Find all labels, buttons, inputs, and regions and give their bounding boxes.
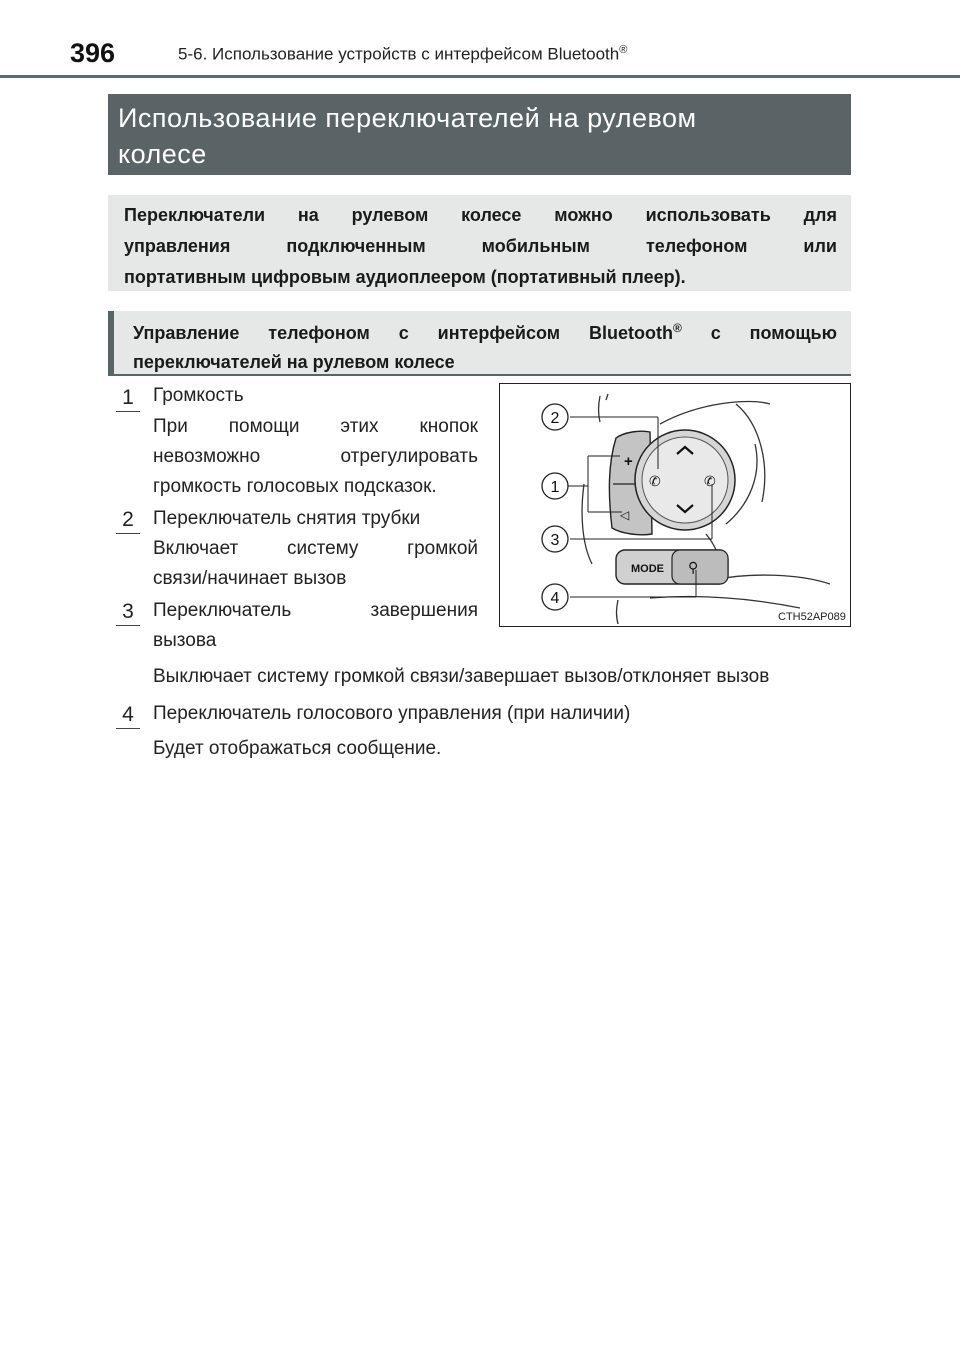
intro-line: портативным цифровым аудиоплеером (портативный плеер). [124, 267, 686, 287]
item-title-line: вызова [153, 630, 217, 651]
steering-switch-illustration [500, 384, 850, 626]
section-title [108, 94, 851, 175]
item-number: 1 [116, 386, 140, 410]
item-title: Переключатель снятия трубки [153, 508, 421, 529]
intro-line: Переключатели на рулевом колесе можно использовать для [124, 205, 837, 225]
subsection-text: с помощью [681, 323, 837, 343]
item-title: Переключатель голосового управления (при наличии) [153, 703, 631, 724]
callout-number: 3 [550, 532, 560, 549]
section-title-line: колесе [118, 139, 207, 169]
callout-number: 1 [550, 479, 560, 496]
intro-box [108, 195, 851, 291]
subsection-rule [108, 374, 851, 376]
volume-minus-icon: ◁ [620, 508, 630, 522]
item-desc: Выключает систему громкой связи/завершает вызов/отклоняет вызов [153, 666, 770, 687]
steering-switch-figure [499, 383, 851, 627]
item-desc-line: Включает систему громкой [153, 538, 478, 559]
plus-label: + [624, 453, 633, 470]
subsection-line: переключателей на рулевом колесе [133, 352, 455, 372]
header-rule [0, 75, 960, 78]
item-number: 4 [116, 703, 140, 727]
chapter-title-text: 5-6. Использование устройств с интерфейсом Bluetooth [178, 44, 620, 64]
section-title-line: Использование переключателей на рулевом [118, 103, 697, 133]
subsection-title [108, 311, 851, 375]
item-title: Громкость [153, 385, 244, 406]
voice-icon: ⚲ [688, 560, 699, 576]
subsection-line [133, 314, 837, 348]
page-number: 396 [70, 38, 116, 68]
registered-mark: ® [619, 44, 628, 56]
mode-label: MODE [631, 563, 664, 575]
item-desc-line: связи/начинает вызов [153, 568, 347, 589]
item-title-line: Переключатель завершения [153, 600, 478, 621]
off-hook-icon: ✆ [649, 474, 661, 490]
figure-code: CTH52AP089 [778, 611, 846, 623]
item-desc-line: При помощи этих кнопок [153, 416, 478, 437]
item-desc-line: невозможно отрегулировать [153, 446, 478, 467]
intro-line: управления подключенным мобильным телефоном или [124, 236, 837, 256]
callout-number: 2 [550, 410, 560, 427]
registered-mark: ® [672, 321, 682, 335]
on-hook-icon: ✆ [704, 474, 716, 490]
item-desc-line: громкость голосовых подсказок. [153, 476, 437, 497]
item-desc: Будет отображаться сообщение. [153, 738, 442, 759]
chapter-title [178, 44, 627, 65]
item-number: 3 [116, 600, 140, 624]
callout-number: 4 [550, 590, 560, 607]
subsection-text: Управление телефоном с интерфейсом Bluetooth [133, 323, 673, 343]
item-number: 2 [116, 508, 140, 532]
